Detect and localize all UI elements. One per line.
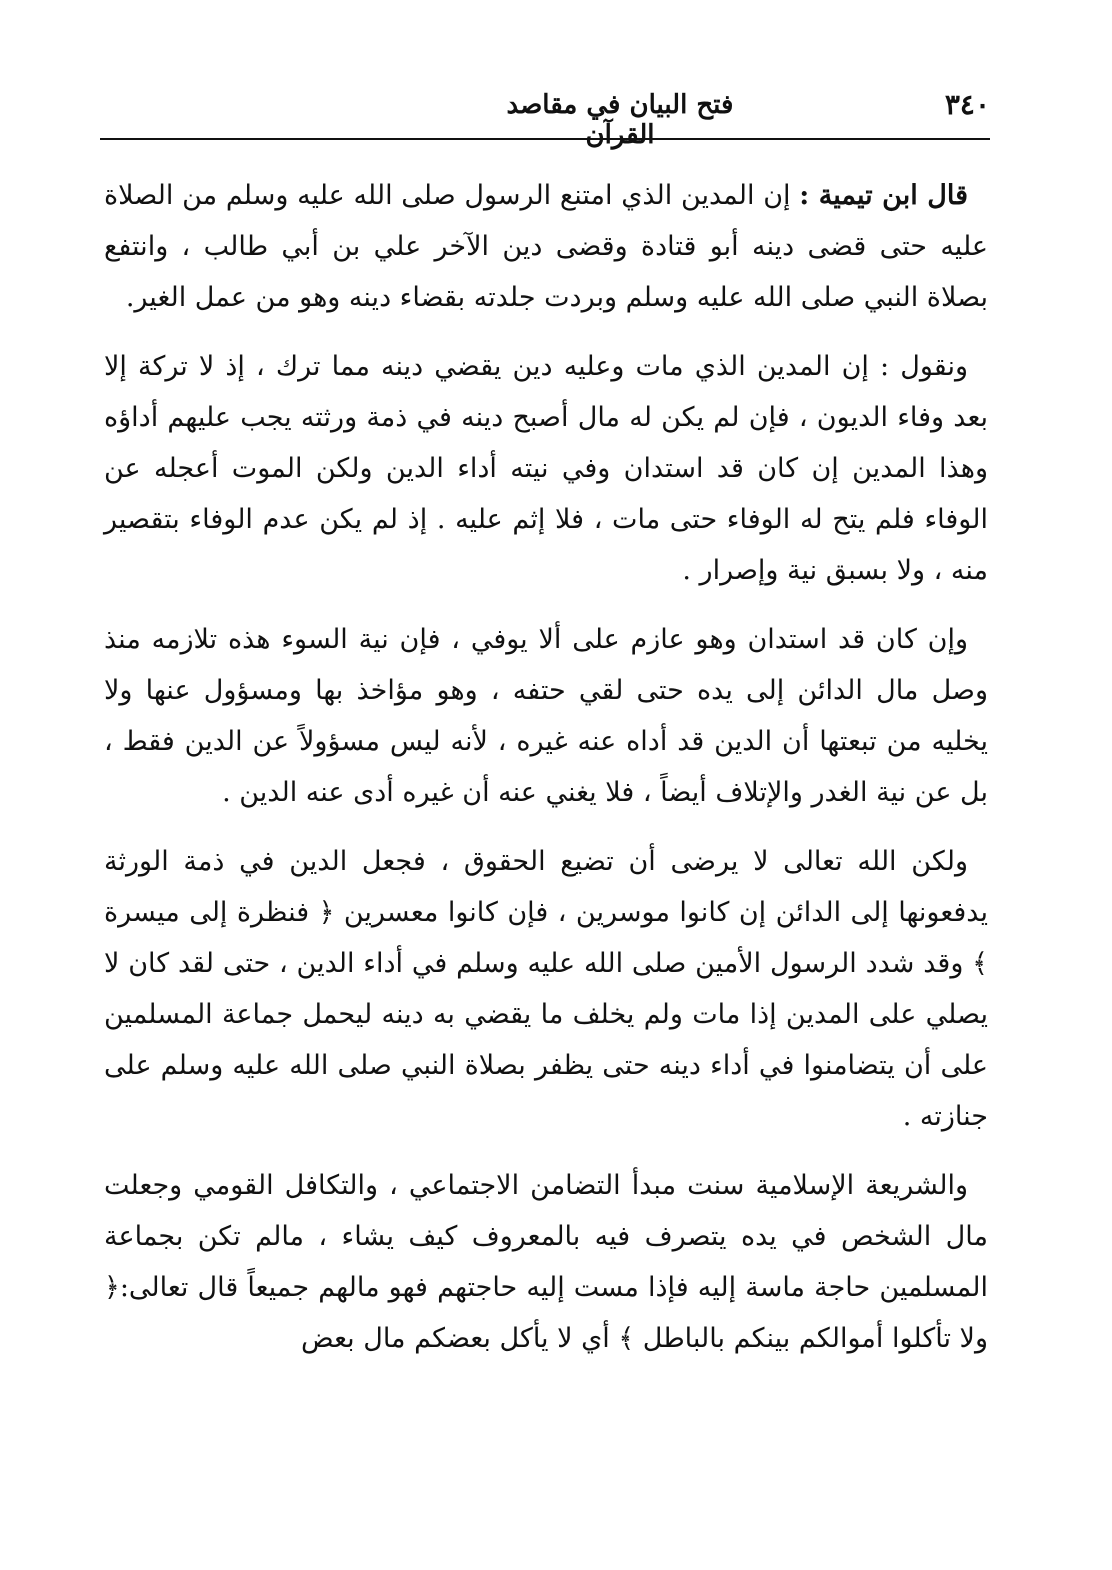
paragraph-text: والشريعة الإسلامية سنت مبدأ التضامن الاجتماعي ، والتكافل القومي وجعلت مال الشخص في يده يتصرف فيه بالمعروف كيف يشاء ، مالم تكن بجماعة المسلمين حاجة ماسة إليه فإذا مست إليه حاجتهم فهو مالهم جميعاً قال تعالى:﴿ ولا تأكلوا أموالكم بينكم بالباطل ﴾ أي لا يأكل بعضكم مال بعض xyxy=(104,1170,988,1354)
paragraph-text: ولكن الله تعالى لا يرضى أن تضيع الحقوق ، فجعل الدين في ذمة الورثة يدفعونها إلى الدائن إن كانوا موسرين ، فإن كانوا معسرين ﴿ فنظرة إلى ميسرة ﴾ وقد شدد الرسول الأمين صلى الله عليه وسلم في أداء الدين ، حتى لقد كان لا يصلي على المدين إذا مات ولم يخلف ما يقضي به دينه ليحمل جماعة المسلمين على أن يتضامنوا في أداء دينه حتى يظفر بصلاة النبي صلى الله عليه وسلم على جنازته . xyxy=(104,846,988,1132)
running-title: فتح البيان في مقاصد القرآن xyxy=(506,90,734,150)
paragraph xyxy=(104,836,988,1142)
paragraph-text: ونقول : إن المدين الذي مات وعليه دين يقضي دينه مما ترك ، إذ لا تركة إلا بعد وفاء الديون ، فإن لم يكن له مال أصبح دينه في ذمة ورثته يجب عليهم أداؤه وهذا المدين إن كان قد استدان وفي نيته أداء الدين ولكن الموت أعجله عن الوفاء فلم يتح له الوفاء حتى مات ، فلا إثم عليه . إذ لم يكن عدم الوفاء بتقصير منه ، ولا بسبق نية وإصرار . xyxy=(104,351,988,586)
page-number: ٣٤٠ xyxy=(944,88,990,121)
paragraph-lead: قال ابن تيمية : xyxy=(799,180,968,211)
paragraph xyxy=(104,341,988,596)
paragraph xyxy=(104,614,988,818)
header-rule xyxy=(100,138,990,140)
body-text xyxy=(104,170,988,1382)
page-header xyxy=(100,86,990,150)
paragraph-text: إن المدين الذي امتنع الرسول صلى الله عليه وسلم من الصلاة عليه حتى قضى دينه أبو قتادة وقضى دين الآخر علي بن أبي طالب ، وانتفع بصلاة النبي صلى الله عليه وسلم وبردت جلدته بقضاء دينه وهو من عمل الغير. xyxy=(104,180,988,313)
paragraph xyxy=(104,1160,988,1364)
paragraph-text: وإن كان قد استدان وهو عازم على ألا يوفي ، فإن نية السوء هذه تلازمه منذ وصل مال الدائن إلى يده حتى لقي حتفه ، وهو مؤاخذ بها ومسؤول عنها ولا يخليه من تبعتها أن الدين قد أداه عنه غيره ، لأنه ليس مسؤولاً عن الدين فقط ، بل عن نية الغدر والإتلاف أيضاً ، فلا يغني عنه أن غيره أدى عنه الدين . xyxy=(104,624,988,808)
paragraph xyxy=(104,170,988,323)
